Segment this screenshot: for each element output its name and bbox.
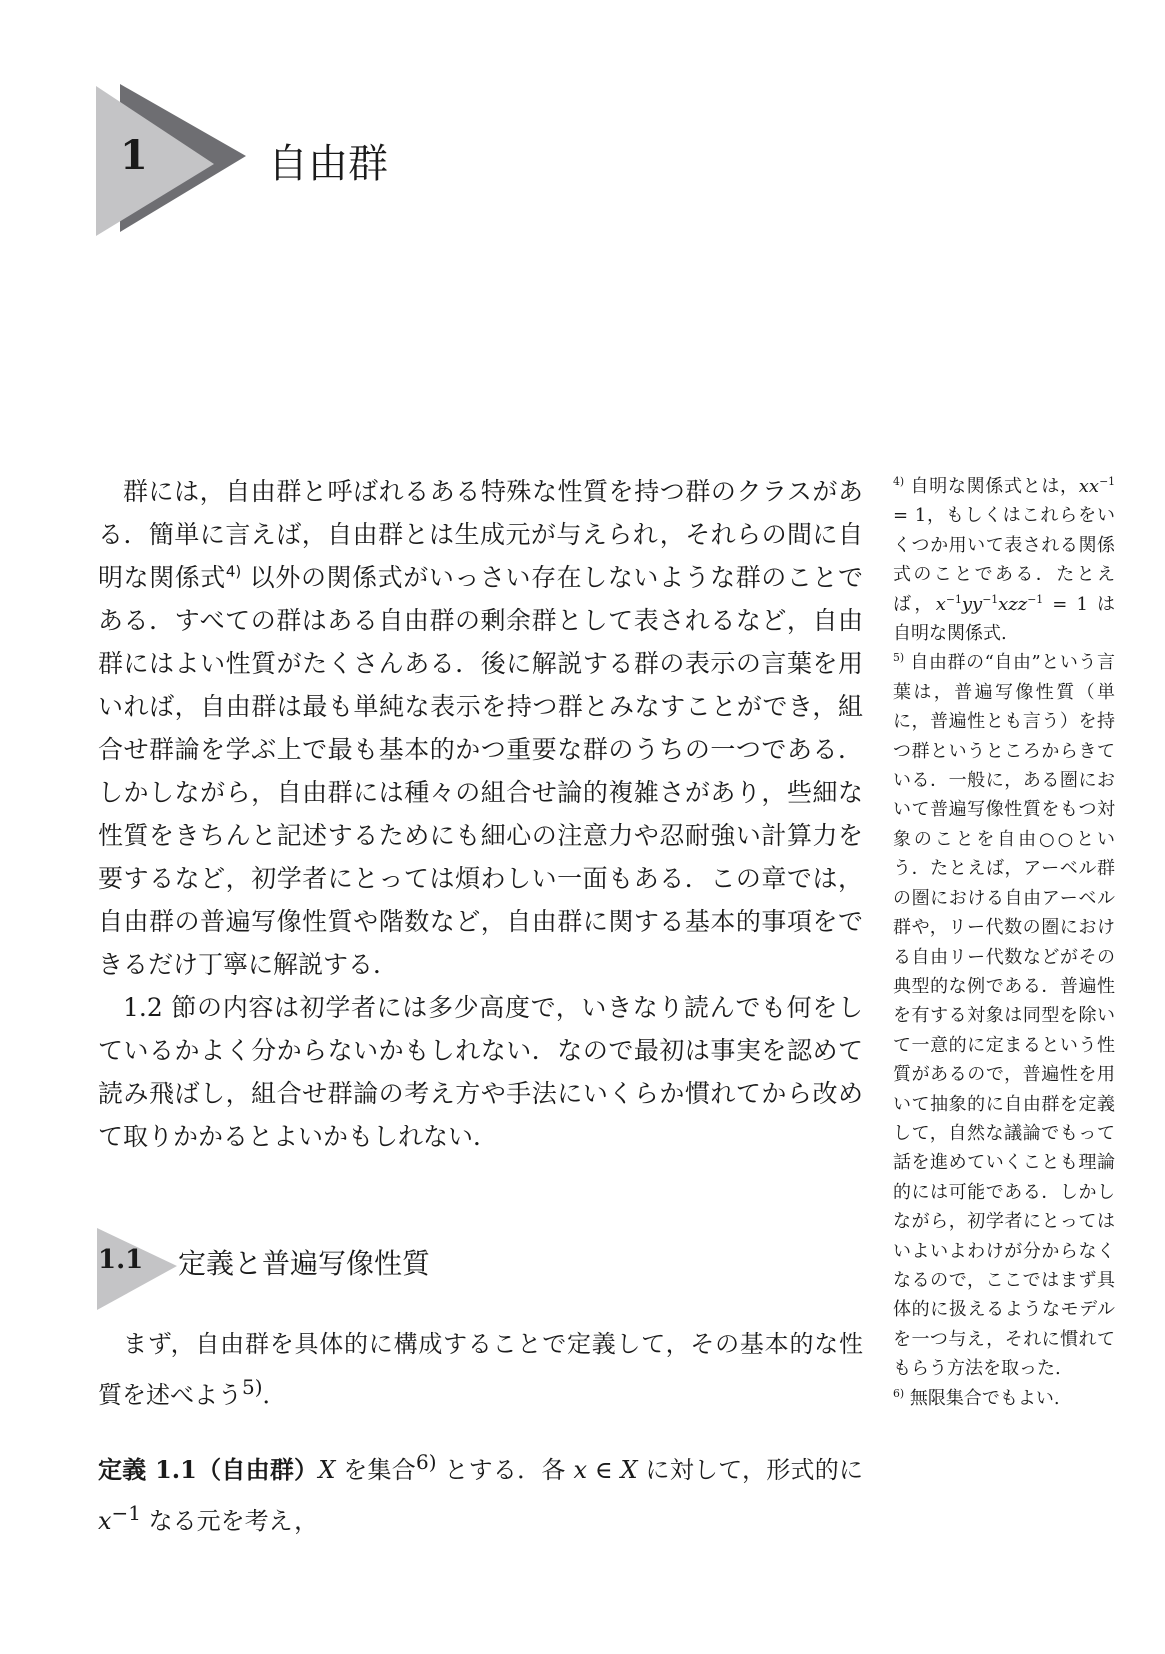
footnote-ref-4[interactable]: 4): [225, 562, 242, 581]
intro-text: [98, 470, 863, 1158]
footnote-ref-6[interactable]: 6): [416, 1450, 437, 1474]
footnote-6: $^{6)}$ 無限集合でもよい.: [893, 1386, 1060, 1409]
chapter-number: 1: [120, 132, 148, 179]
definition-label: 定義 1.1（自由群）: [98, 1455, 319, 1484]
chapter-title: 自由群: [268, 141, 388, 187]
section-title: 定義と普遍写像性質: [178, 1247, 431, 1280]
footnote-ref-5[interactable]: 5): [242, 1375, 263, 1399]
sidenotes: [893, 472, 1115, 1413]
intro-paragraph-2: 1.2 節の内容は初学者には多少高度で，いきなり読んでも何をしているかよく分からないかもしれない．なので最初は事実を認めて読み飛ばし，組合せ群論の考え方や手法にいくらか慣れてから改めて取りかかるとよいかもしれない．: [98, 993, 863, 1151]
section-intro: まず，自由群を具体的に構成することで定義して，その基本的な性質を述べよう$^{5)}$．: [98, 1330, 863, 1409]
chapter-arrow-icon: [96, 84, 246, 246]
footnote-5: $^{5)}$ 自由群の“自由”という言葉は，普遍写像性質（単に，普遍性とも言う）を持つ群というところからきている．一般に，ある圏において普遍写像性質をもつ対象のことを自由○○という．たとえば，アーベル群の圏における自由アーベル群や，リー代数の圏における自由リー代数などがその典型的な例である．普遍性を有する対象は同型を除いて一意的に定まるという性質があるので，普遍性を用いて抽象的に自由群を定義して，自然な議論でもって話を進めていくことも理論的には可能である．しかしながら，初学者にとってはいよいよわけが分からなくなるので，ここではまず具体的に扱えるようなモデルを一つ与え，それに慣れてもらう方法を取った.: [893, 651, 1115, 1380]
intro-paragraph-1: 群には，自由群と呼ばれるある特殊な性質を持つ群のクラスがある．簡単に言えば，自由群とは生成元が与えられ，それらの間に自明な関係式$^{4)}$ 以外の関係式がいっさい存在しないような群のことである．すべての群はある自由群の剰余群として表されるなど，自由群にはよい性質がたくさんある．後に解説する群の表示の言葉を用いれば，自由群は最も単純な表示を持つ群とみなすことができ，組合せ群論を学ぶ上で最も基本的かつ重要な群のうちの一つである．しかしながら，自由群には種々の組合せ論的複雑さがあり，些細な性質をきちんと記述するためにも細心の注意力や忍耐強い計算力を要するなど，初学者にとっては煩わしい一面もある．この章では，自由群の普遍写像性質や階数など，自由群に関する基本的事項をできるだけ丁寧に解説する．: [98, 477, 863, 979]
definition-1-1: 定義 1.1（自由群）X を集合$^{6)}$ とする．各 x ∈ X に対して，形式的に $x^{-1}$ なる元を考え，: [98, 1450, 863, 1535]
section-reference[interactable]: 1.2: [123, 993, 163, 1022]
footnote-4: $^{4)}$ 自明な関係式とは，$xx^{-1} = 1$，もしくはこれらをいくつか用いて表される関係式のことである．たとえば，$x^{-1}yy^{-1}xzz^{-1} = 1$ は自明な関係式.: [893, 475, 1116, 645]
section-number: 1.1: [98, 1245, 144, 1275]
